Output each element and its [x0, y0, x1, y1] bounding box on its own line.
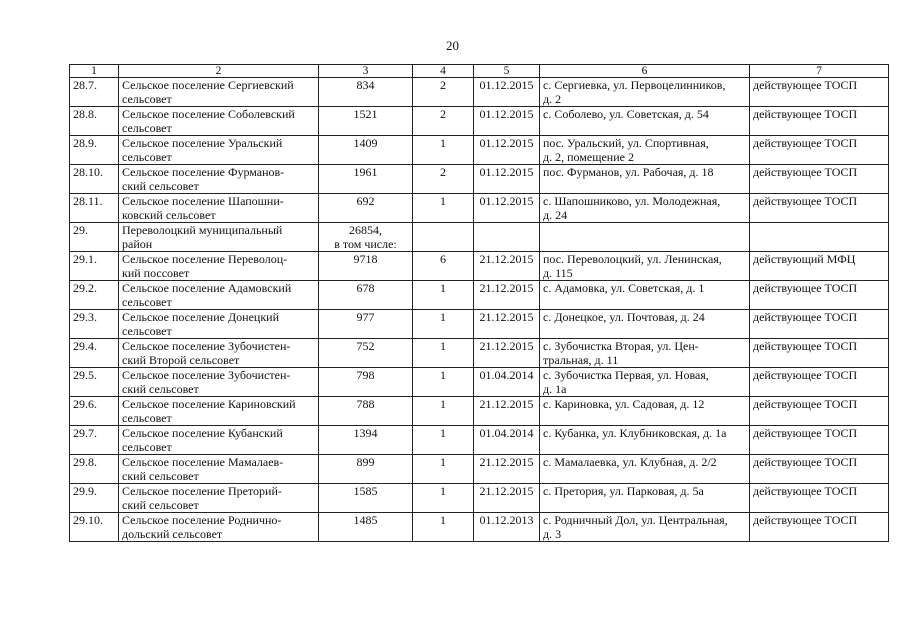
address-cell	[540, 484, 750, 513]
address-cell	[540, 194, 750, 223]
population-cell	[319, 397, 413, 426]
windows-count-cell: 1	[413, 455, 474, 484]
settlement-name-line: сельсовет	[122, 295, 172, 309]
office-type-cell: действующее ТОСП	[750, 136, 889, 165]
table-body	[70, 78, 889, 542]
address-line: с. Претория, ул. Парковая, д. 5а	[543, 484, 704, 498]
settlement-name-line: ковский сельсовет	[122, 208, 216, 222]
address-line: с. Зубочистка Первая, ул. Новая,	[543, 368, 709, 382]
address-line: д. 3	[543, 527, 562, 541]
population-cell	[319, 281, 413, 310]
population-line: 788	[356, 397, 375, 411]
registry-table	[69, 64, 889, 542]
settlement-name-cell	[119, 455, 319, 484]
office-type-cell: действующее ТОСП	[750, 310, 889, 339]
address-line: с. Зубочистка Вторая, ул. Цен-	[543, 339, 699, 353]
population-cell	[319, 455, 413, 484]
address-line: с. Сергиевка, ул. Первоцелинников,	[543, 78, 726, 92]
population-line: 1394	[353, 426, 378, 440]
settlement-name-line: дольский сельсовет	[122, 527, 223, 541]
address-cell	[540, 455, 750, 484]
row-number-cell: 29.	[70, 223, 119, 252]
address-line: с. Мамалаевка, ул. Клубная, д. 2/2	[543, 455, 717, 469]
settlement-name-cell	[119, 368, 319, 397]
opening-date-cell: 21.12.2015	[474, 310, 540, 339]
address-line: тральная, д. 11	[543, 353, 619, 367]
settlement-name-line: район	[122, 237, 153, 251]
settlement-name-cell	[119, 78, 319, 107]
population-line: 678	[356, 281, 375, 295]
windows-count-cell: 2	[413, 78, 474, 107]
office-type-cell	[750, 223, 889, 252]
table-row	[70, 310, 889, 339]
opening-date-cell: 01.12.2015	[474, 78, 540, 107]
row-number-cell: 29.2.	[70, 281, 119, 310]
population-line: 692	[356, 194, 375, 208]
settlement-name-line: Сельское поселение Преторий-	[122, 484, 282, 498]
opening-date-cell: 01.04.2014	[474, 368, 540, 397]
settlement-name-line: кий поссовет	[122, 266, 190, 280]
population-cell	[319, 107, 413, 136]
table-row	[70, 252, 889, 281]
settlement-name-cell	[119, 107, 319, 136]
row-number-cell: 28.10.	[70, 165, 119, 194]
settlement-name-line: сельсовет	[122, 92, 172, 106]
address-line: д. 2, помещение 2	[543, 150, 634, 164]
settlement-name-line: Сельское поселение Шапошни-	[122, 194, 284, 208]
address-line: д. 24	[543, 208, 568, 222]
office-type-cell: действующее ТОСП	[750, 426, 889, 455]
address-line: с. Донецкое, ул. Почтовая, д. 24	[543, 310, 705, 324]
address-cell	[540, 397, 750, 426]
row-number-cell: 28.11.	[70, 194, 119, 223]
table-row	[70, 484, 889, 513]
office-type-cell: действующее ТОСП	[750, 78, 889, 107]
settlement-name-line: Переволоцкий муниципальный	[122, 223, 283, 237]
settlement-name-line: сельсовет	[122, 411, 172, 425]
column-header: 2	[119, 65, 319, 78]
settlement-name-line: ский сельсовет	[122, 469, 199, 483]
office-type-cell: действующее ТОСП	[750, 484, 889, 513]
windows-count-cell: 1	[413, 426, 474, 455]
address-cell	[540, 165, 750, 194]
opening-date-cell: 21.12.2015	[474, 281, 540, 310]
windows-count-cell: 6	[413, 252, 474, 281]
row-number-cell: 29.8.	[70, 455, 119, 484]
settlement-name-line: Сельское поселение Переволоц-	[122, 252, 288, 266]
table-row	[70, 339, 889, 368]
column-header: 4	[413, 65, 474, 78]
settlement-name-line: Сельское поселение Родничн​о-	[122, 513, 282, 527]
settlement-name-line: Сельское поселение Зубочистен-	[122, 339, 291, 353]
table-row	[70, 136, 889, 165]
address-line: с. Соболево, ул. Советская, д. 54	[543, 107, 709, 121]
settlement-name-cell	[119, 194, 319, 223]
settlement-name-cell	[119, 426, 319, 455]
address-cell	[540, 78, 750, 107]
address-cell	[540, 107, 750, 136]
settlement-name-line: Сельское поселение Кубанский	[122, 426, 283, 440]
population-cell	[319, 252, 413, 281]
population-cell	[319, 223, 413, 252]
windows-count-cell: 1	[413, 136, 474, 165]
population-line: 1585	[353, 484, 378, 498]
settlement-name-cell	[119, 136, 319, 165]
windows-count-cell: 1	[413, 368, 474, 397]
row-number-cell: 29.6.	[70, 397, 119, 426]
population-line: 1409	[353, 136, 378, 150]
settlement-name-line: Сельское поселение Фурманов-	[122, 165, 285, 179]
windows-count-cell: 2	[413, 165, 474, 194]
windows-count-cell: 1	[413, 397, 474, 426]
population-cell	[319, 310, 413, 339]
settlement-name-line: Сельское поселение Мамалаев-	[122, 455, 284, 469]
population-line: 752	[356, 339, 375, 353]
address-line: с. Шапошниково, ул. Молодежная,	[543, 194, 721, 208]
population-cell	[319, 78, 413, 107]
address-line: пос. Уральский, ул. Спортивная,	[543, 136, 709, 150]
opening-date-cell: 21.12.2015	[474, 339, 540, 368]
address-line: с. Адамовка, ул. Советская, д. 1	[543, 281, 705, 295]
address-line: д. 115	[543, 266, 573, 280]
row-number-cell: 29.1.	[70, 252, 119, 281]
population-line: 1961	[353, 165, 378, 179]
office-type-cell: действующее ТОСП	[750, 339, 889, 368]
address-line: д. 2	[543, 92, 562, 106]
settlement-name-cell	[119, 281, 319, 310]
table-row	[70, 397, 889, 426]
settlement-name-line: сельсовет	[122, 440, 172, 454]
settlement-name-cell	[119, 484, 319, 513]
address-cell	[540, 368, 750, 397]
row-number-cell: 28.7.	[70, 78, 119, 107]
settlement-name-line: сельсовет	[122, 150, 172, 164]
table-header-row	[70, 65, 889, 78]
row-number-cell: 29.10.	[70, 513, 119, 542]
population-cell	[319, 194, 413, 223]
opening-date-cell: 01.12.2015	[474, 165, 540, 194]
settlement-name-line: Сельское поселение Уральский	[122, 136, 283, 150]
settlement-name-cell	[119, 339, 319, 368]
table-row	[70, 78, 889, 107]
windows-count-cell: 1	[413, 513, 474, 542]
row-number-cell: 28.9.	[70, 136, 119, 165]
table-row	[70, 165, 889, 194]
address-cell	[540, 223, 750, 252]
office-type-cell: действующее ТОСП	[750, 513, 889, 542]
settlement-name-line: Сельское поселение Адамовский	[122, 281, 292, 295]
population-cell	[319, 513, 413, 542]
windows-count-cell: 1	[413, 339, 474, 368]
settlement-name-line: Сельское поселение Соболевский	[122, 107, 295, 121]
population-line: 9718	[353, 252, 378, 266]
settlement-name-cell	[119, 223, 319, 252]
row-number-cell: 29.7.	[70, 426, 119, 455]
column-header: 3	[319, 65, 413, 78]
address-cell	[540, 136, 750, 165]
windows-count-cell: 1	[413, 194, 474, 223]
population-cell	[319, 165, 413, 194]
row-number-cell: 28.8.	[70, 107, 119, 136]
settlement-name-line: Сельское поселение Донецкий	[122, 310, 279, 324]
opening-date-cell: 21.12.2015	[474, 252, 540, 281]
settlement-name-line: сельсовет	[122, 324, 172, 338]
windows-count-cell: 2	[413, 107, 474, 136]
opening-date-cell: 01.12.2015	[474, 194, 540, 223]
opening-date-cell	[474, 223, 540, 252]
column-header: 7	[750, 65, 889, 78]
table-row	[70, 107, 889, 136]
table-row	[70, 455, 889, 484]
opening-date-cell: 01.12.2015	[474, 136, 540, 165]
office-type-cell: действующее ТОСП	[750, 107, 889, 136]
address-line: пос. Переволоцкий, ул. Ленинская,	[543, 252, 722, 266]
settlement-name-line: ский сельсовет	[122, 179, 199, 193]
table-row	[70, 426, 889, 455]
address-line: с. Родничный Дол, ул. Центральная,	[543, 513, 728, 527]
address-line: пос. Фурманов, ул. Рабочая, д. 18	[543, 165, 714, 179]
settlement-name-cell	[119, 252, 319, 281]
row-number-cell: 29.5.	[70, 368, 119, 397]
opening-date-cell: 21.12.2015	[474, 397, 540, 426]
table-row	[70, 194, 889, 223]
settlement-name-cell	[119, 513, 319, 542]
population-line: 834	[356, 78, 375, 92]
settlement-name-line: Сельское поселение Кариновский	[122, 397, 296, 411]
address-cell	[540, 513, 750, 542]
office-type-cell: действующее ТОСП	[750, 368, 889, 397]
settlement-name-line: Сельское поселение Зубочистен-	[122, 368, 291, 382]
population-cell	[319, 339, 413, 368]
address-cell	[540, 281, 750, 310]
office-type-cell: действующее ТОСП	[750, 397, 889, 426]
opening-date-cell: 01.12.2013	[474, 513, 540, 542]
settlement-name-line: ский сельсовет	[122, 498, 199, 512]
address-line: с. Кубанка, ул. Клубниковская, д. 1а	[543, 426, 727, 440]
office-type-cell: действующее ТОСП	[750, 281, 889, 310]
table-row	[70, 223, 889, 252]
population-cell	[319, 426, 413, 455]
settlement-name-line: ский Второй сельсовет	[122, 353, 240, 367]
row-number-cell: 29.4.	[70, 339, 119, 368]
table-row	[70, 368, 889, 397]
population-line: 977	[356, 310, 375, 324]
address-cell	[540, 252, 750, 281]
column-header: 6	[540, 65, 750, 78]
settlement-name-line: Сельское поселение Сергиевский	[122, 78, 294, 92]
opening-date-cell: 21.12.2015	[474, 455, 540, 484]
population-line: 798	[356, 368, 375, 382]
settlement-name-cell	[119, 310, 319, 339]
address-cell	[540, 310, 750, 339]
windows-count-cell	[413, 223, 474, 252]
office-type-cell: действующее ТОСП	[750, 194, 889, 223]
row-number-cell: 29.9.	[70, 484, 119, 513]
population-line: 1521	[353, 107, 378, 121]
population-line: в том числе:	[334, 237, 397, 251]
opening-date-cell: 01.12.2015	[474, 107, 540, 136]
column-header: 5	[474, 65, 540, 78]
population-line: 26854,	[349, 223, 382, 237]
office-type-cell: действующее ТОСП	[750, 455, 889, 484]
page-number: 20	[446, 38, 459, 53]
address-line: с. Кариновка, ул. Садовая, д. 12	[543, 397, 705, 411]
column-header: 1	[70, 65, 119, 78]
windows-count-cell: 1	[413, 484, 474, 513]
settlement-name-cell	[119, 165, 319, 194]
population-cell	[319, 136, 413, 165]
population-line: 899	[356, 455, 375, 469]
population-line: 1485	[353, 513, 378, 527]
table-row	[70, 281, 889, 310]
address-line: д. 1а	[543, 382, 567, 396]
windows-count-cell: 1	[413, 281, 474, 310]
address-cell	[540, 339, 750, 368]
office-type-cell: действующее ТОСП	[750, 165, 889, 194]
row-number-cell: 29.3.	[70, 310, 119, 339]
opening-date-cell: 21.12.2015	[474, 484, 540, 513]
office-type-cell: действующий МФЦ	[750, 252, 889, 281]
table-row	[70, 513, 889, 542]
address-cell	[540, 426, 750, 455]
settlement-name-cell	[119, 397, 319, 426]
windows-count-cell: 1	[413, 310, 474, 339]
settlement-name-line: сельсовет	[122, 121, 172, 135]
population-cell	[319, 368, 413, 397]
settlement-name-line: ский сельсовет	[122, 382, 199, 396]
opening-date-cell: 01.04.2014	[474, 426, 540, 455]
population-cell	[319, 484, 413, 513]
